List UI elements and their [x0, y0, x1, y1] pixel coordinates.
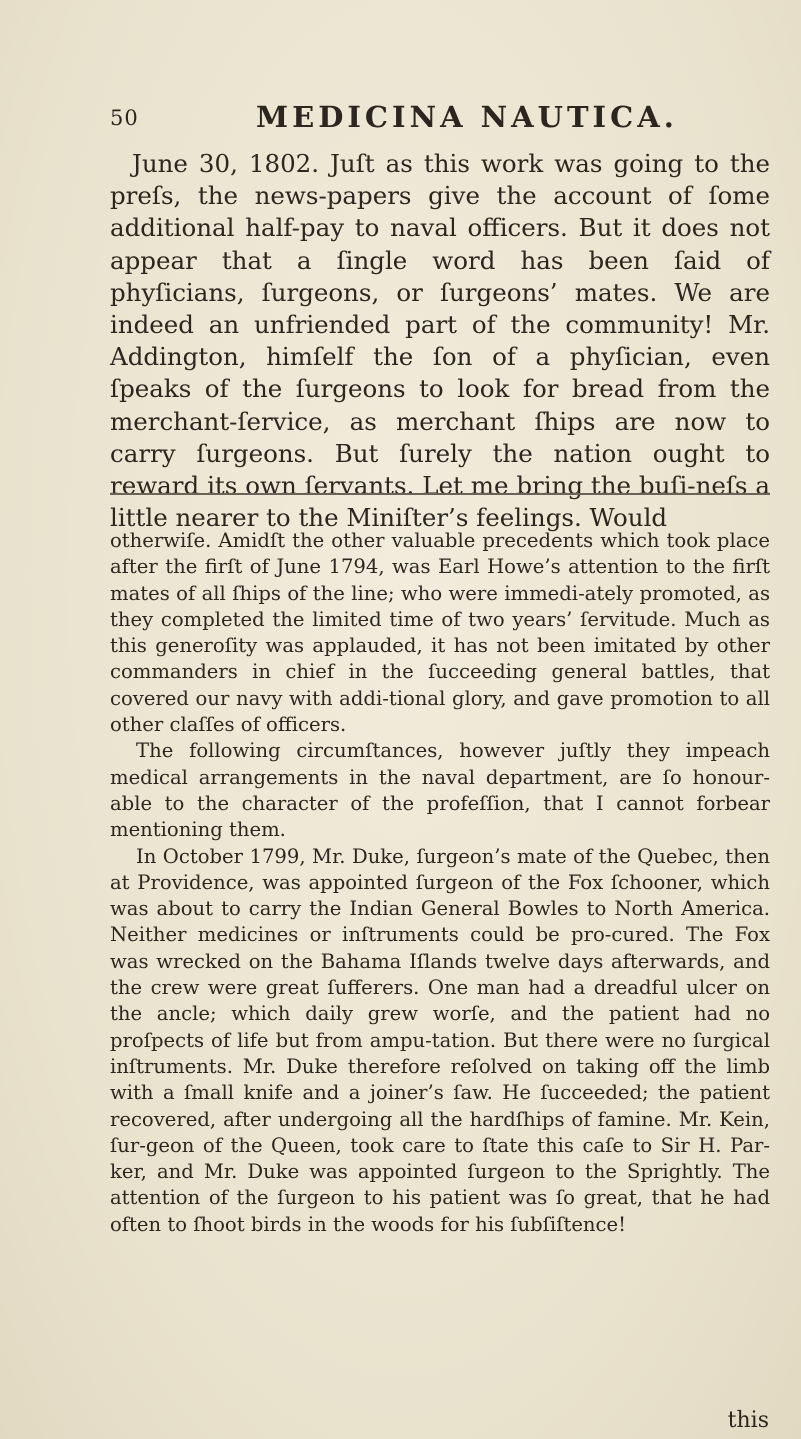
catchword: this [727, 1408, 769, 1433]
main-paragraph: June 30, 1802. Juſt as this work was going to the preſs, the news-papers give the account of ſome additional half-pay to naval officers. But it does not appear that a ſingle word has been ſaid of phyſicians, ſurgeons, or ſurgeons’ mates. We are indeed an unfriended part of the community! Mr. Addington, himſelf the ſon of a phyſician, even ſpeaks of the ſurgeons to look for bread from the merchant-ſervice, as merchant ſhips are now to carry ſurgeons. But ſurely the nation ought to reward its own ſervants. Let me bring the buſi-neſs a little nearer to the Miniſter’s feelings. Would [110, 149, 770, 533]
running-head: MEDICINA NAUTICA. [256, 100, 678, 134]
main-text [110, 148, 770, 534]
footnote-paragraph-2: The following circumſtances, however juſtly they impeach medical arrangements in the naval department, are ſo honour-able to the character of the profeſſion, that I cannot forbear mentioning them. [110, 739, 770, 842]
page-header [110, 100, 770, 140]
footnote-text [110, 528, 770, 1238]
page-number: 50 [110, 106, 139, 130]
footnote-divider [110, 493, 770, 495]
footnote-paragraph-1: otherwiſe. Amidſt the other valuable precedents which took place after the firſt of June 1794, was Earl Howe’s attention to the firſt mates of all ſhips of the line; who were immedi-ately promoted, as they completed the limited time of two years’ ſervitude. Much as this generoſity was applauded, it has not been imitated by other commanders in chief in the ſucceeding general battles, that covered our navy with addi-tional glory, and gave promotion to all other claſſes of officers. [110, 529, 770, 737]
footnote-paragraph-3: In October 1799, Mr. Duke, ſurgeon’s mate of the Quebec, then at Providence, was appointed ſurgeon of the Fox ſchooner, which was about to carry the Indian General Bowles to North America. Neither medicines or inſtruments could be pro-cured. The Fox was wrecked on the Bahama Iſlands twelve days afterwards, and the crew were great ſufferers. One man had a dreadful ulcer on the ancle; which daily grew worſe, and the patient had no proſpects of life but from ampu-tation. But there were no ſurgical inſtruments. Mr. Duke therefore reſolved on taking off the limb with a ſmall knife and a joiner’s ſaw. He ſucceeded; the patient recovered, after undergoing all the hardſhips of famine. Mr. Kein, ſur-geon of the Queen, took care to ſtate this caſe to Sir H. Par-ker, and Mr. Duke was appointed ſurgeon to the Sprightly. The attention of the ſurgeon to his patient was ſo great, that he had often to ſhoot birds in the woods for his ſubſiſtence! [110, 844, 770, 1236]
